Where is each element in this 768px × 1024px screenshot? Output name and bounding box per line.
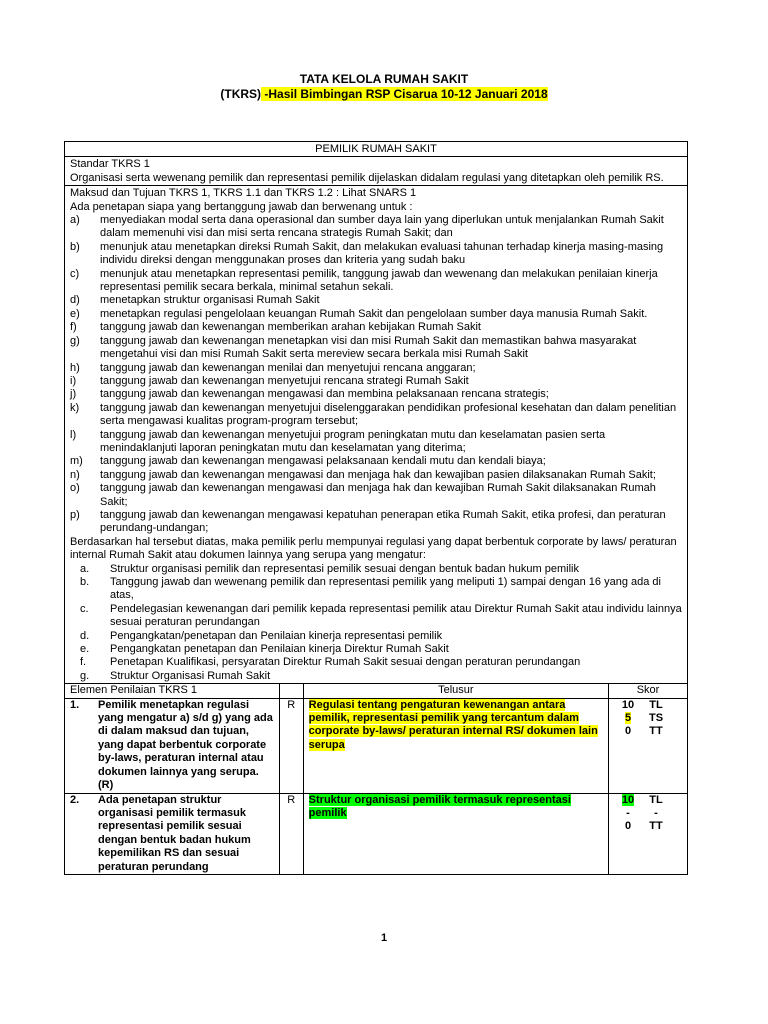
- col-element-header: Elemen Penilaian TKRS 1: [65, 684, 280, 698]
- score-value: -: [626, 806, 630, 819]
- element-number: 2.: [70, 793, 80, 806]
- regulation-list-text: Struktur Organisasi Rumah Sakit: [110, 669, 271, 682]
- purpose-list-item: [70, 268, 682, 295]
- purpose-list-item: [70, 308, 682, 321]
- purpose-heading: Maksud dan Tujuan TKRS 1, TKRS 1.1 dan TKRS 1.2 : Lihat SNARS 1: [70, 187, 417, 200]
- regulation-list-item: [80, 643, 682, 656]
- standard-label: Standar TKRS 1: [70, 158, 150, 171]
- regulation-list-marker: b.: [80, 576, 90, 588]
- standard-row: [65, 157, 688, 186]
- regulation-list-text: Pengangkatan penetapan dan Penilaian kinerja Direktur Rumah Sakit: [110, 643, 449, 656]
- purpose-list-text: tanggung jawab dan kewenangan menyetujui program peningkatan mutu dan keselamatan pasien serta menindaklanjuti laporan peningkatan mutu dan keselamatan yang diterima;: [100, 428, 606, 454]
- purpose-list-text: tanggung jawab dan kewenangan mengawasi kepatuhan penerapan etika Rumah Sakit, etika profesi, dan peraturan perundang-undangan;: [100, 508, 666, 535]
- section-title-row: [65, 142, 688, 157]
- purpose-intro: Ada penetapan siapa yang bertanggung jawab dan berwenang untuk :: [70, 200, 413, 213]
- regulation-list-marker: d.: [80, 629, 90, 642]
- regulation-list-marker: e.: [80, 643, 90, 656]
- page-number: 1: [380, 932, 388, 944]
- purpose-list-text: tanggung jawab dan kewenangan menetapkan visi dan misi Rumah Sakit dan memastikan bahwa masyarakat mengetahui visi dan misi Rumah Sakit serta mereview secara berkala misi Rumah Sakit: [100, 334, 637, 361]
- purpose-list-marker: m): [70, 455, 83, 468]
- score-value: 10: [621, 698, 635, 711]
- regulation-list-item: [80, 656, 682, 669]
- element-type: R: [279, 793, 303, 874]
- purpose-list-item: [70, 509, 682, 536]
- purpose-list-item: [70, 294, 682, 307]
- purpose-list-text: tanggung jawab dan kewenangan mengawasi dan menjaga hak dan kewajiban pasien dilaksanakan Rumah Sakit;: [100, 468, 656, 481]
- score-value: 5: [624, 712, 632, 725]
- purpose-list-marker: c): [70, 267, 80, 280]
- purpose-list-item: [70, 375, 682, 388]
- purpose-list-item: [70, 241, 682, 268]
- score-block: [614, 794, 682, 834]
- regulation-list-item: [80, 563, 682, 576]
- score-value: 10: [621, 793, 635, 806]
- regulation-list-marker: a.: [80, 562, 90, 575]
- telusur-text: Struktur organisasi pemilik termasuk representasi pemilik: [308, 793, 571, 819]
- assessment-row: [65, 793, 688, 874]
- purpose-list-text: menunjuk atau menetapkan direksi Rumah Sakit, dan melakukan evaluasi tahunan terhadap kinerja masing-masing individu direksi dengan menggunakan proses dan kriteria yang sudah baku: [100, 240, 664, 267]
- telusur-text: Regulasi tentang pengaturan kewenangan antara pemilik, representasi pemilik yang tercantum dalam corporate by-laws/ peraturan internal RS/ dokumen lain serupa: [308, 698, 598, 751]
- score-label: TS: [648, 712, 664, 725]
- purpose-list-text: menetapkan struktur organisasi Rumah Sakit: [100, 294, 320, 307]
- score-value: 0: [624, 820, 632, 833]
- purpose-list-text: tanggung jawab dan kewenangan menyetujui rencana strategi Rumah Sakit: [100, 374, 469, 387]
- regulation-list-item: [80, 670, 682, 683]
- purpose-list-marker: l): [70, 428, 77, 441]
- purpose-list-item: [70, 214, 682, 241]
- element-number: 1.: [70, 698, 80, 711]
- purpose-list-marker: d): [70, 294, 80, 307]
- purpose-list-item: [70, 388, 682, 401]
- purpose-list-text: tanggung jawab dan kewenangan mengawasi pelaksanaan kendali mutu dan kendali biaya;: [100, 455, 546, 468]
- purpose-list-text: tanggung jawab dan kewenangan menilai dan menyetujui rencana anggaran;: [100, 361, 476, 374]
- purpose-list-marker: g): [70, 334, 80, 347]
- purpose-list-text: tanggung jawab dan kewenangan mengawasi dan menjaga hak dan kewajiban Rumah Sakit dilaksanakan Rumah Sakit;: [100, 482, 656, 508]
- regulation-list-text: Pendelegasian kewenangan dari pemilik kepada representasi pemilik atau Direktur Rumah Sakit atau individu lainnya sesuai peraturan perundangan: [110, 602, 682, 629]
- purpose-list-text: menunjuk atau menetapkan representasi pemilik, tanggung jawab dan wewenang dan melakukan penilaian kinerja representasi pemilik secara berkala, minimal setahun sekali.: [100, 267, 658, 294]
- purpose-list-marker: e): [70, 307, 80, 320]
- purpose-list-item: [70, 321, 682, 334]
- assessment-header-row: [65, 684, 688, 698]
- subtitle-highlight: -Hasil Bimbingan RSP Cisarua 10-12 Januari 2018: [261, 87, 548, 101]
- standard-text: Organisasi serta wewenang pemilik dan representasi pemilik dijelaskan didalam regulasi yang ditetapkan oleh pemilik RS.: [70, 171, 664, 184]
- score-block: [614, 699, 682, 739]
- col-telusur-header: Telusur: [303, 684, 608, 698]
- purpose-list-text: menetapkan regulasi pengelolaan keuangan Rumah Sakit dan pengelolaan sumber daya manusia Rumah Sakit.: [100, 307, 648, 320]
- purpose-list-item: [70, 335, 682, 362]
- regulation-list-marker: g.: [80, 669, 90, 682]
- purpose-list-item: [70, 482, 682, 509]
- regulation-list-text: Tanggung jawab dan wewenang pemilik dan representasi pemilik yang meliputi 1) sampai dengan 16 yang ada di atas,: [110, 576, 661, 602]
- purpose-list-marker: o): [70, 482, 80, 495]
- purpose-list-text: tanggung jawab dan kewenangan memberikan arahan kebijakan Rumah Sakit: [100, 321, 481, 334]
- purpose-list-marker: i): [70, 374, 77, 387]
- regulation-list-item: [80, 603, 682, 630]
- element-text: Pemilik menetapkan regulasi yang mengatur a) s/d g) yang ada di dalam maksud dan tujuan, yang dapat berbentuk corporate by-laws, peraturan internal atau dokumen lainnya yang serupa. (R): [98, 698, 273, 792]
- regulation-list-text: Struktur organisasi pemilik dan representasi pemilik sesuai dengan bentuk badan hukum pemilik: [110, 562, 579, 575]
- document-title: TATA KELOLA RUMAH SAKIT: [299, 72, 469, 86]
- purpose-list-marker: p): [70, 508, 80, 521]
- purpose-list-text: tanggung jawab dan kewenangan menyetujui diselenggarakan pendidikan profesional kesehatan dan dalam penelitian serta mengawasi kualitas program-program tersebut;: [100, 401, 677, 428]
- score-label: TL: [649, 793, 663, 806]
- score-label: TT: [649, 820, 663, 833]
- regulation-list-item: [80, 576, 682, 603]
- purpose-list-marker: n): [70, 468, 80, 481]
- purpose-list-marker: f): [70, 321, 77, 334]
- subtitle-prefix: (TKRS): [220, 87, 262, 101]
- regulation-list-text: Penetapan Kualifikasi, persyaratan Direktur Rumah Sakit sesuai dengan peraturan perundangan: [110, 656, 581, 669]
- regulation-list-text: Pengangkatan/penetapan dan Penilaian kinerja representasi pemilik: [110, 629, 443, 642]
- purpose-list-text: menyediakan modal serta dana operasional dan sumber daya lain yang diperlukan untuk menjalankan Rumah Sakit dalam memenuhi visi dan misi serta rencana strategis Rumah Sakit; dan: [100, 214, 664, 240]
- element-type: R: [279, 698, 303, 793]
- regulation-list: [70, 563, 682, 684]
- purpose-list-marker: a): [70, 214, 80, 227]
- purpose-list-item: [70, 469, 682, 482]
- purpose-list-text: tanggung jawab dan kewenangan mengawasi dan membina pelaksanaan rencana strategis;: [100, 388, 549, 401]
- document-subtitle: [0, 87, 768, 102]
- purpose-list-item: [70, 362, 682, 375]
- regulation-list-item: [80, 630, 682, 643]
- purpose-list-item: [70, 402, 682, 429]
- purpose-list-marker: j): [70, 388, 77, 401]
- purpose-list-marker: b): [70, 240, 80, 253]
- purpose-list-item: [70, 429, 682, 456]
- score-value: 0: [624, 725, 632, 738]
- element-text: Ada penetapan struktur organisasi pemilik termasuk representasi pemilik sesuai dengan bentuk badan hukum kepemilikan RS dan sesuai peraturan perundang: [98, 793, 251, 873]
- assessment-row: [65, 698, 688, 793]
- purpose-row: [65, 186, 688, 684]
- purpose-list-marker: k): [70, 401, 80, 414]
- section-title: PEMILIK RUMAH SAKIT: [65, 142, 688, 157]
- purpose-list-item: [70, 455, 682, 468]
- purpose-list-marker: h): [70, 361, 80, 374]
- regulation-list-marker: c.: [80, 602, 89, 615]
- score-label: TT: [649, 725, 663, 738]
- col-skor-header: Skor: [609, 684, 688, 698]
- purpose-conclusion: Berdasarkan hal tersebut diatas, maka pemilik perlu mempunyai regulasi yang dapat berbentuk corporate by laws/ peraturan internal Rumah Sakit atau dokumen lainnya yang serupa yang mengatur:: [70, 535, 677, 562]
- score-label: TL: [649, 698, 663, 711]
- regulation-list-marker: f.: [80, 656, 87, 669]
- tkrs-table: [64, 141, 688, 875]
- purpose-list: [70, 214, 682, 536]
- score-label: -: [654, 806, 658, 819]
